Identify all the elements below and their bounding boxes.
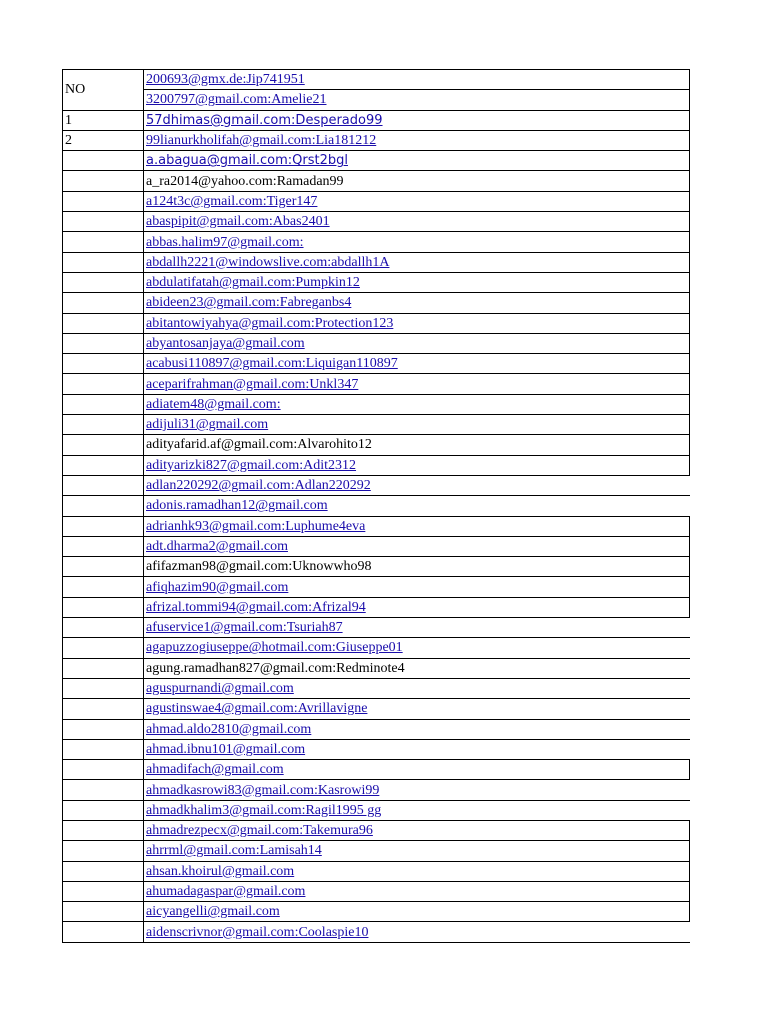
row-number-cell	[63, 293, 144, 313]
table-row	[63, 820, 690, 840]
account-cell	[144, 597, 690, 617]
account-cell	[144, 333, 690, 353]
account-cell	[144, 922, 690, 942]
table-row	[63, 293, 690, 313]
account-cell	[144, 678, 690, 698]
account-link[interactable]: abideen23@gmail.com:Fabreganbs4	[146, 295, 352, 311]
table-row	[63, 658, 690, 678]
account-cell	[144, 272, 690, 292]
table-row	[63, 638, 690, 658]
table-row	[63, 760, 690, 780]
account-link[interactable]: abyantosanjaya@gmail.com	[146, 336, 305, 351]
table-row	[63, 516, 690, 536]
table-row	[63, 191, 690, 211]
row-number-cell	[63, 415, 144, 435]
no-header-cell: NO	[63, 70, 144, 111]
row-number-cell	[63, 496, 144, 516]
table-row	[63, 597, 690, 617]
account-text: afifazman98@gmail.com:Uknowwho98	[146, 559, 372, 575]
table-row	[63, 415, 690, 435]
row-number-cell	[63, 394, 144, 414]
row-number-cell	[63, 841, 144, 861]
row-number-cell	[63, 536, 144, 556]
account-cell	[144, 232, 690, 252]
account-cell	[144, 536, 690, 556]
table-row	[63, 841, 690, 861]
account-link[interactable]: a.abagua@gmail.com:Qrst2bgl	[146, 153, 348, 169]
table-row	[63, 394, 690, 414]
table-row	[63, 475, 690, 495]
account-text: adityafarid.af@gmail.com:Alvarohito12	[146, 437, 372, 453]
spreadsheet-body	[63, 70, 690, 943]
row-number-cell	[63, 719, 144, 739]
account-link[interactable]: agustinswae4@gmail.com:Avrillavigne	[146, 701, 368, 717]
account-link[interactable]: ahmadifach@gmail.com	[146, 762, 284, 778]
account-cell	[144, 435, 690, 455]
row-number-cell	[63, 699, 144, 719]
account-cell	[144, 415, 690, 435]
table-row	[63, 354, 690, 374]
account-link[interactable]: 57dhimas@gmail.com:Desperado99	[146, 112, 383, 128]
row-number-cell	[63, 800, 144, 820]
table-row	[63, 861, 690, 881]
account-cell	[144, 820, 690, 840]
account-cell	[144, 638, 690, 658]
account-cell	[144, 70, 690, 90]
account-cell	[144, 354, 690, 374]
row-number-cell: 2	[63, 130, 144, 150]
table-row	[63, 171, 690, 191]
account-text: a_ra2014@yahoo.com:Ramadan99	[146, 173, 344, 189]
account-cell	[144, 516, 690, 536]
table-row	[63, 110, 690, 130]
account-cell	[144, 130, 690, 150]
row-number-cell	[63, 861, 144, 881]
account-cell	[144, 699, 690, 719]
table-row	[63, 881, 690, 901]
account-link[interactable]: abdulatifatah@gmail.com:Pumpkin12	[146, 275, 360, 291]
account-cell	[144, 374, 690, 394]
account-link[interactable]: adrianhk93@gmail.com:Luphume4eva	[146, 518, 366, 534]
account-link[interactable]: abdallh2221@windowslive.com:abdallh1A	[146, 254, 390, 270]
account-link[interactable]: adijuli31@gmail.com	[146, 417, 269, 433]
account-link[interactable]: aicyangelli@gmail.com	[146, 904, 280, 920]
table-row	[63, 252, 690, 272]
table-row	[63, 272, 690, 292]
account-link[interactable]: aguspurnandi@gmail.com	[146, 681, 294, 697]
row-number-cell	[63, 333, 144, 353]
row-number-cell	[63, 191, 144, 211]
table-row	[63, 151, 690, 171]
account-link[interactable]: 99lianurkholifah@gmail.com:Lia181212	[146, 133, 377, 149]
account-cell	[144, 800, 690, 820]
row-number-cell: 1	[63, 110, 144, 130]
row-number-cell	[63, 618, 144, 638]
table-row	[63, 313, 690, 333]
account-cell	[144, 110, 690, 130]
row-number-cell	[63, 313, 144, 333]
table-row	[63, 739, 690, 759]
row-number-cell	[63, 516, 144, 536]
table-row	[63, 719, 690, 739]
row-number-cell	[63, 902, 144, 922]
account-link[interactable]: ahmadkhalim3@gmail.com:Ragil1995 gg	[146, 802, 382, 818]
row-number-cell	[63, 577, 144, 597]
table-row	[63, 618, 690, 638]
table-row	[63, 902, 690, 922]
account-cell	[144, 151, 690, 171]
account-link[interactable]: 3200797@gmail.com:Amelie21	[146, 92, 327, 108]
account-cell	[144, 191, 690, 211]
account-link[interactable]: agapuzzogiuseppe@hotmail.com:Giuseppe01	[146, 640, 403, 656]
table-row	[63, 496, 690, 516]
account-link[interactable]: abbas.halim97@gmail.com:	[146, 234, 304, 250]
account-link[interactable]: afuservice1@gmail.com:Tsuriah87	[146, 620, 343, 636]
table-row	[63, 130, 690, 150]
table-row	[63, 922, 690, 942]
row-number-cell	[63, 212, 144, 232]
row-number-cell	[63, 272, 144, 292]
account-cell	[144, 760, 690, 780]
table-row	[63, 374, 690, 394]
row-number-cell	[63, 435, 144, 455]
table-row	[63, 333, 690, 353]
row-number-cell	[63, 678, 144, 698]
account-link[interactable]: a124t3c@gmail.com:Tiger147	[146, 193, 318, 209]
account-link[interactable]: abitantowiyahya@gmail.com:Protection123	[146, 315, 394, 331]
account-cell	[144, 739, 690, 759]
account-link[interactable]: adonis.ramadhan12@gmail.com	[146, 498, 328, 514]
account-link[interactable]: aidenscrivnor@gmail.com:Coolaspie10	[146, 924, 369, 940]
row-number-cell	[63, 820, 144, 840]
account-cell	[144, 841, 690, 861]
account-link[interactable]: adiatem48@gmail.com:	[146, 396, 281, 412]
row-number-cell	[63, 232, 144, 252]
row-number-cell	[63, 354, 144, 374]
account-cell	[144, 252, 690, 272]
account-link[interactable]: adlan220292@gmail.com:Adlan220292	[146, 478, 371, 494]
account-cell	[144, 861, 690, 881]
account-link[interactable]: afrizal.tommi94@gmail.com:Afrizal94	[146, 599, 366, 615]
row-number-cell	[63, 881, 144, 901]
table-row	[63, 232, 690, 252]
table-row	[63, 90, 690, 110]
account-link[interactable]: acabusi110897@gmail.com:Liquigan110897	[146, 356, 398, 372]
row-number-cell	[63, 760, 144, 780]
row-number-cell	[63, 780, 144, 800]
account-link[interactable]: ahmadrezpecx@gmail.com:Takemura96	[146, 823, 373, 839]
account-cell	[144, 902, 690, 922]
table-row	[63, 557, 690, 577]
table-row	[63, 678, 690, 698]
row-number-cell	[63, 475, 144, 495]
row-number-cell	[63, 922, 144, 942]
table-row	[63, 780, 690, 800]
account-link[interactable]: ahrrml@gmail.com:Lamisah14	[146, 843, 322, 859]
row-number-cell	[63, 739, 144, 759]
account-link[interactable]: afiqhazim90@gmail.com	[146, 579, 289, 595]
spreadsheet-table	[62, 69, 690, 943]
account-cell	[144, 658, 690, 678]
account-cell	[144, 577, 690, 597]
row-number-cell	[63, 597, 144, 617]
row-number-cell	[63, 374, 144, 394]
account-link[interactable]: abaspipit@gmail.com:Abas2401	[146, 214, 330, 230]
account-cell	[144, 881, 690, 901]
account-cell	[144, 293, 690, 313]
account-cell	[144, 313, 690, 333]
row-number-cell	[63, 151, 144, 171]
row-number-cell	[63, 658, 144, 678]
table-row	[63, 536, 690, 556]
account-cell	[144, 90, 690, 110]
account-cell	[144, 394, 690, 414]
table-row	[63, 577, 690, 597]
row-number-cell	[63, 455, 144, 475]
account-cell	[144, 618, 690, 638]
row-number-cell	[63, 252, 144, 272]
account-link[interactable]: ahmadkasrowi83@gmail.com:Kasrowi99	[146, 782, 380, 798]
account-cell	[144, 171, 690, 191]
account-cell	[144, 212, 690, 232]
account-link[interactable]: adityarizki827@gmail.com:Adit2312	[146, 457, 357, 473]
account-cell	[144, 496, 690, 516]
row-number-cell	[63, 171, 144, 191]
row-number-cell	[63, 557, 144, 577]
row-number-cell	[63, 638, 144, 658]
account-cell	[144, 780, 690, 800]
account-link[interactable]: 200693@gmx.de:Jip741951	[146, 72, 305, 88]
table-row	[63, 435, 690, 455]
table-row	[63, 699, 690, 719]
table-row	[63, 212, 690, 232]
account-cell	[144, 475, 690, 495]
account-text: agung.ramadhan827@gmail.com:Redminote4	[146, 660, 405, 676]
account-link[interactable]: ahmad.ibnu101@gmail.com	[146, 741, 306, 757]
account-link[interactable]: aceparifrahman@gmail.com:Unkl347	[146, 376, 359, 392]
account-link[interactable]: ahmad.aldo2810@gmail.com	[146, 721, 312, 737]
account-link[interactable]: ahsan.khoirul@gmail.com	[146, 863, 295, 879]
account-link[interactable]: ahumadagaspar@gmail.com	[146, 884, 306, 900]
table-row	[63, 70, 690, 90]
table-row	[63, 455, 690, 475]
account-cell	[144, 719, 690, 739]
account-cell	[144, 455, 690, 475]
account-link[interactable]: adt.dharma2@gmail.com	[146, 538, 288, 554]
account-cell	[144, 557, 690, 577]
table-row	[63, 800, 690, 820]
